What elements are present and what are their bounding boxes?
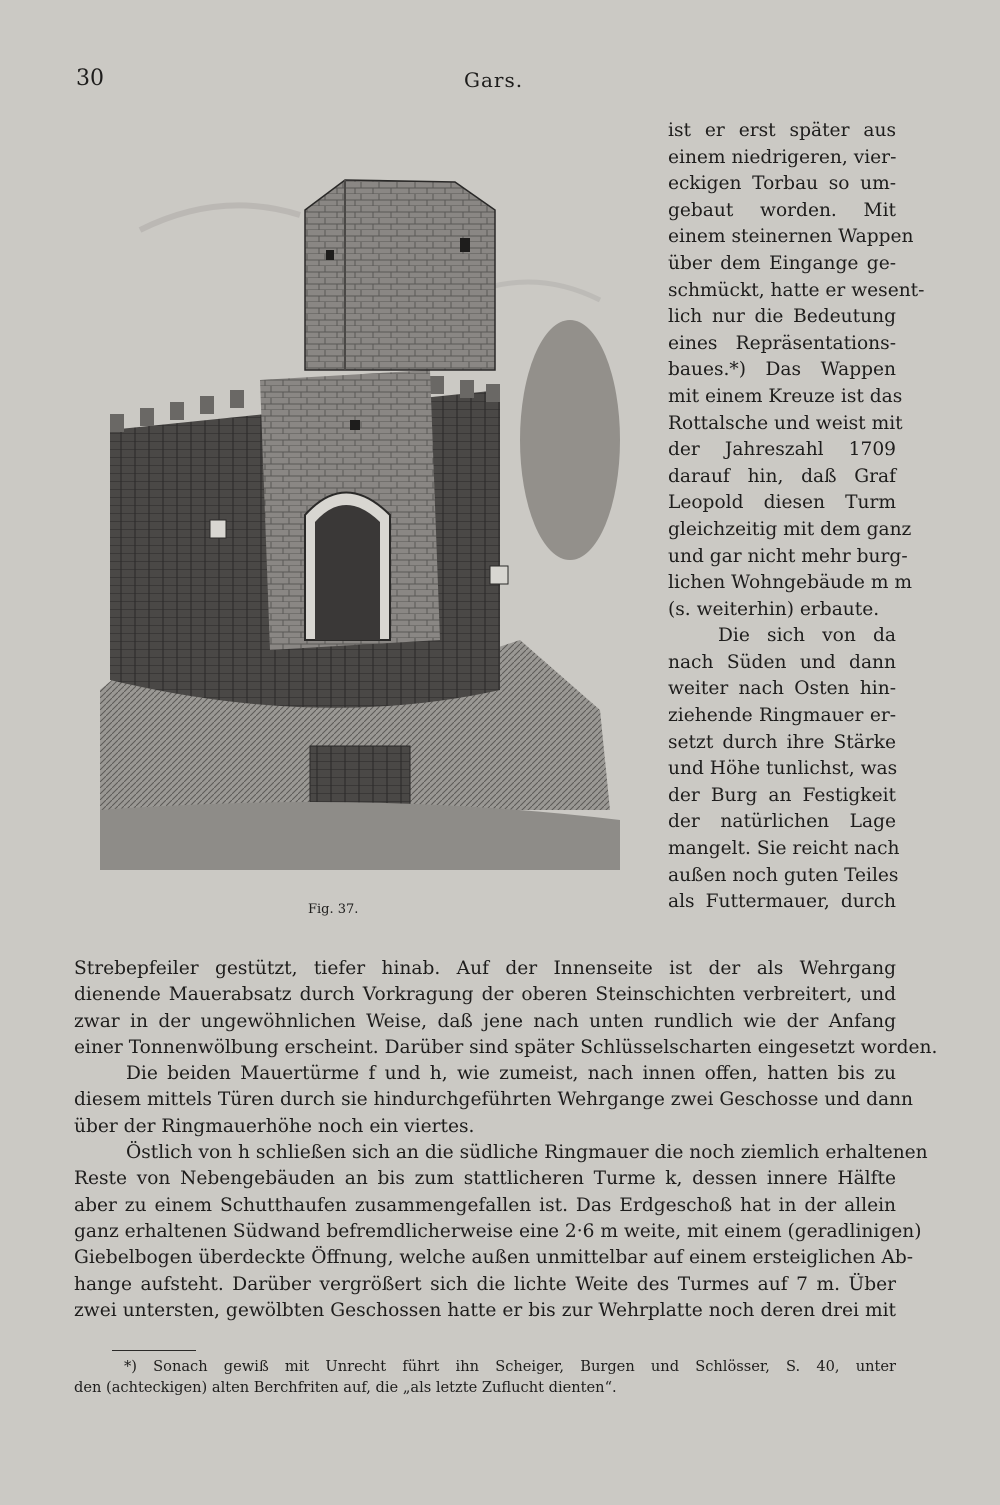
text-line: zwar in der ungewöhnlichen Weise, daß jene nach unten rundlich wie der Anfang [74, 1010, 896, 1032]
text-line: ganz erhaltenen Südwand befremdlicherweise eine 2·6 m weite, mit einem (geradlinigen) [74, 1220, 922, 1242]
text-line: Die beiden Mauertürme f und h, wie zumeist, nach innen offen, hatten bis zu [126, 1063, 896, 1085]
full-width-text [74, 956, 938, 1324]
text-line: Giebelbogen überdeckte Öffnung, welche außen unmittelbar auf einem ersteiglichen Ab- [74, 1247, 914, 1269]
running-title: Gars. [464, 68, 524, 92]
text-line: Strebepfeiler gestützt, tiefer hinab. Auf der Innenseite ist der als Wehrgang [74, 958, 896, 979]
text-line: eckigen Torbau so um- [668, 173, 896, 195]
text-line: Die sich von da [718, 625, 896, 647]
text-line: und Höhe tunlichst, was [668, 758, 898, 780]
castle-tower-illustration [100, 170, 640, 880]
text-line: und gar nicht mehr burg- [668, 545, 908, 567]
text-line: schmückt, hatte er wesent- [668, 279, 925, 301]
text-line: aber zu einem Schutthaufen zusammengefallen ist. Das Erdgeschoß hat in der allein [74, 1194, 896, 1216]
text-line: gleichzeitig mit dem ganz [668, 518, 912, 540]
text-line: einem steinernen Wappen [668, 226, 914, 248]
text-line: ziehende Ringmauer er- [668, 705, 896, 727]
wrap-column [668, 118, 925, 916]
footnote-rule [112, 1350, 196, 1351]
text-line: dienende Mauerabsatz durch Vorkragung der oberen Steinschichten verbreitert, und [74, 984, 896, 1006]
text-line: Reste von Nebengebäuden an bis zum stattlicheren Turme k, dessen innere Hälfte [74, 1168, 896, 1190]
text-line: einer Tonnenwölbung erscheint. Darüber sind später Schlüsselscharten eingesetzt worden. [74, 1036, 938, 1058]
text-line: setzt durch ihre Stärke [668, 731, 896, 753]
text-line: gebaut worden. Mit [668, 199, 896, 221]
text-line: mangelt. Sie reicht nach [668, 838, 900, 860]
text-line: nach Süden und dann [668, 651, 896, 673]
text-line: baues.*) Das Wappen [668, 359, 896, 381]
text-line: darauf hin, daß Graf [668, 465, 896, 487]
engraving-svg [100, 170, 640, 880]
footnote-line: den (achteckigen) alten Berchfriten auf, die „als letzte Zuflucht dienten“. [74, 1379, 617, 1396]
text-line: außen noch guten Teiles [668, 864, 899, 886]
footnote-line: *) Sonach gewiß mit Unrecht führt ihn Scheiger, Burgen und Schlösser, S. 40, unter [124, 1358, 896, 1375]
text-line: ist er erst später aus [668, 120, 896, 141]
text-line: diesem mittels Türen durch sie hindurchgeführten Wehrgange zwei Geschosse und dann [74, 1089, 914, 1111]
text-line: über dem Eingange ge- [668, 252, 896, 274]
text-line: Östlich von h schließen sich an die südliche Ringmauer die noch ziemlich erhaltenen [126, 1142, 928, 1164]
page-number: 30 [76, 66, 104, 91]
text-line: der Jahreszahl 1709 [668, 439, 896, 461]
text-line: Rottalsche und weist mit [668, 412, 903, 434]
text-line: mit einem Kreuze ist das [668, 385, 903, 407]
text-line: eines Repräsentations- [668, 332, 896, 354]
text-line: der Burg an Festigkeit [668, 784, 896, 806]
text-line: lichen Wohngebäude m m [668, 572, 913, 594]
text-line: einem niedrigeren, vier- [668, 146, 897, 168]
text-line: über der Ringmauerhöhe noch ein viertes. [74, 1115, 475, 1137]
text-line: Leopold diesen Turm [668, 492, 896, 514]
figure-caption: Fig. 37. [308, 902, 359, 917]
footnote [74, 1356, 896, 1398]
text-line: (s. weiterhin) erbaute. [668, 598, 880, 620]
text-line: zwei untersten, gewölbten Geschossen hatte er bis zur Wehrplatte noch deren drei mit [74, 1299, 896, 1321]
text-line: als Futtermauer, durch [668, 891, 896, 913]
text-line: lich nur die Bedeutung [668, 306, 896, 328]
text-line: hange aufsteht. Darüber vergrößert sich die lichte Weite des Turmes auf 7 m. Über [74, 1273, 896, 1295]
text-line: weiter nach Osten hin- [668, 678, 896, 700]
text-line: der natürlichen Lage [668, 811, 896, 833]
